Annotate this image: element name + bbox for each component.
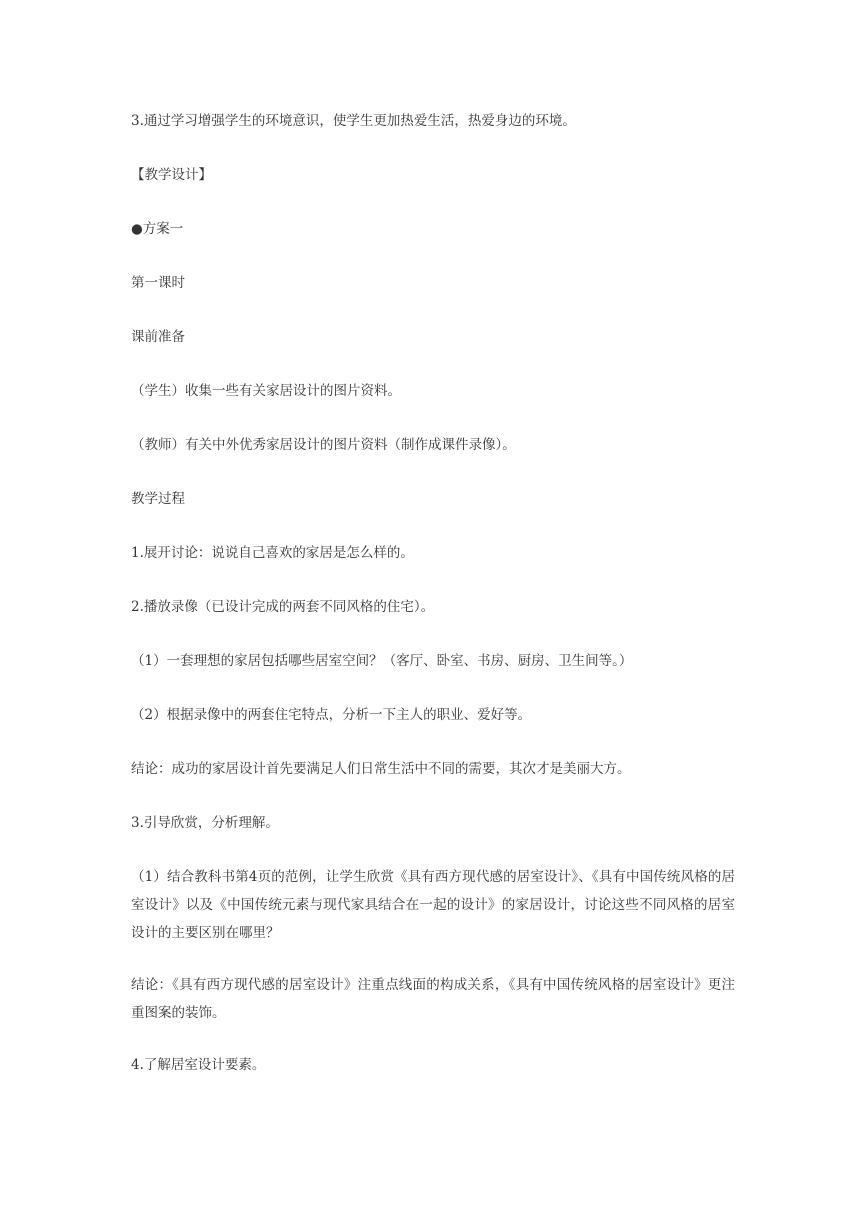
- paragraph-step-2-q2: （2）根据录像中的两套住宅特点，分析一下主人的职业、爱好等。: [131, 707, 532, 723]
- heading-plan-one: ●方案一: [131, 221, 184, 237]
- heading-teaching-process: 教学过程: [131, 491, 185, 507]
- paragraph-teacher-prep: （教师）有关中外优秀家居设计的图片资料（制作成课件录像）。: [131, 437, 516, 453]
- paragraph-conclusion-1: 结论：成功的家居设计首先要满足人们日常生活中不同的需要，其次才是美丽大方。: [131, 761, 631, 777]
- paragraph-step-3: 3.引导欣赏，分析理解。: [131, 815, 279, 831]
- paragraph-step-2-q1: （1）一套理想的家居包括哪些居室空间？（客厅、卧室、书房、厨房、卫生间等。）: [131, 653, 633, 669]
- heading-preparation: 课前准备: [131, 329, 185, 345]
- paragraph-step-4: 4.了解居室设计要素。: [131, 1057, 266, 1073]
- heading-first-lesson: 第一课时: [131, 275, 185, 291]
- paragraph-student-prep: （学生）收集一些有关家居设计的图片资料。: [131, 383, 401, 399]
- paragraph-conclusion-2: 结论：《具有西方现代感的居室设计》注重点线面的构成关系，《具有中国传统风格的居室设计》更注重图案的装饰。: [131, 977, 735, 1021]
- paragraph-objective-3: 3.通过学习增强学生的环境意识，使学生更加热爱生活，热爱身边的环境。: [131, 113, 576, 129]
- paragraph-step-2: 2.播放录像（已设计完成的两套不同风格的住宅）。: [131, 599, 435, 615]
- paragraph-step-1: 1.展开讨论：说说自己喜欢的家居是怎么样的。: [131, 545, 414, 561]
- paragraph-step-3-q1: （1）结合教科书第4页的范例，让学生欣赏《具有西方现代感的居室设计》、《具有中国传统风格的居室设计》以及《中国传统元素与现代家具结合在一起的设计》的家居设计，讨论这些不同风格的居室设计的主要区别在哪里？: [131, 869, 735, 941]
- heading-teaching-design: 【教学设计】: [131, 167, 212, 183]
